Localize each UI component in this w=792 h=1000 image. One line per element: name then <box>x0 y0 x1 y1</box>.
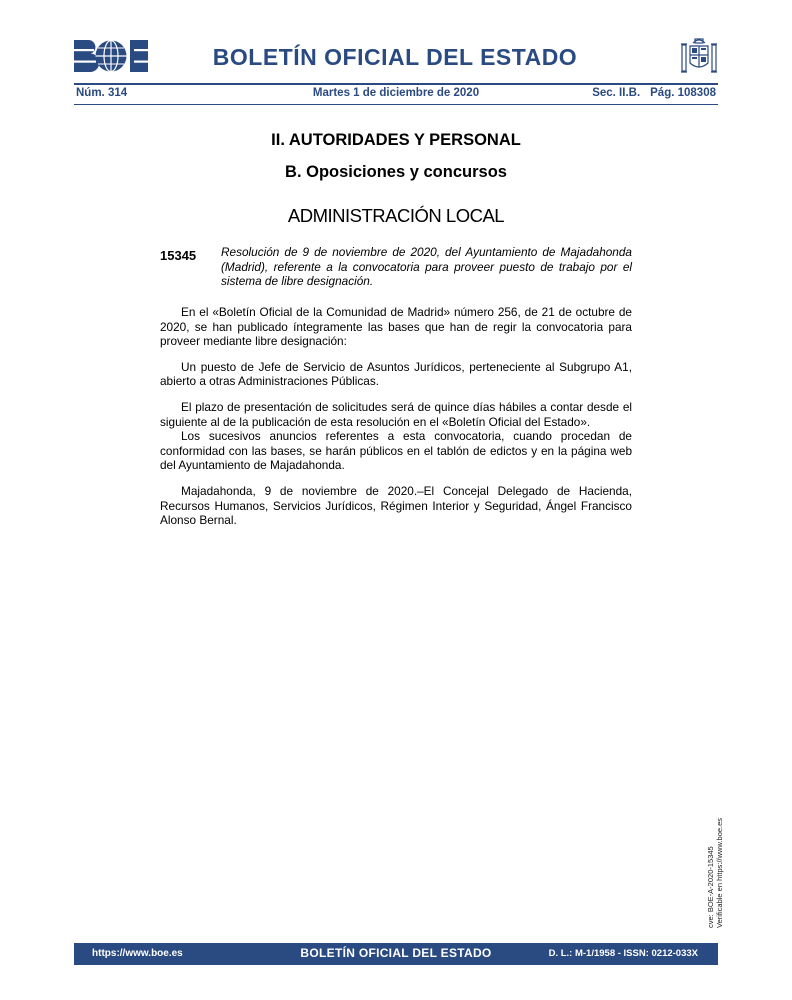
page-number: Pág. 108308 <box>650 87 716 99</box>
section-title: II. AUTORIDADES Y PERSONAL <box>271 131 521 149</box>
administration-heading: ADMINISTRACIÓN LOCAL <box>287 205 505 226</box>
paragraph-signature: Majadahonda, 9 de noviembre de 2020.–El Concejal Delegado de Hacienda, Recursos Humanos, Servicios Jurídicos, Régimen Interior y Seguridad, Ángel Francisco Alonso Bernal. <box>160 483 632 528</box>
coat-of-arms-icon <box>680 37 718 77</box>
paragraph-intro: En el «Boletín Oficial de la Comunidad de Madrid» número 256, de 21 de octubre de 2020, se han publicado íntegramente las bases que han de regir la convocatoria para proveer mediante libre designación: <box>160 305 632 349</box>
subsection-title: B. Oposiciones y concursos <box>285 163 507 181</box>
paragraph-position: Un puesto de Jefe de Servicio de Asuntos Jurídicos, perteneciente al Subgrupo A1, abierto a otras Administraciones Públicas. <box>160 359 632 389</box>
footer-bar <box>74 943 718 965</box>
cve-code: cve: BOE-A-2020-15345 <box>706 846 715 928</box>
footer-title: BOLETÍN OFICIAL DEL ESTADO <box>300 946 492 960</box>
masthead-title: BOLETÍN OFICIAL DEL ESTADO <box>212 44 578 70</box>
section-code: Sec. II.B. <box>592 87 641 99</box>
section-and-page <box>592 87 716 99</box>
footer-legal: D. L.: M-1/1958 - ISSN: 0212-033X <box>548 948 698 959</box>
verification-url[interactable]: Verificable en https://www.boe.es <box>715 817 724 928</box>
paragraph-deadline: El plazo de presentación de solicitudes será de quince días hábiles a contar desde el siguiente al de la publicación de esta resolución en el «Boletín Oficial del Estado». <box>160 399 632 429</box>
footer-url-link[interactable]: https://www.boe.es <box>92 948 183 959</box>
document-body <box>160 305 632 539</box>
issue-number: Núm. 314 <box>76 87 128 99</box>
header-rule <box>74 83 718 85</box>
meta-rule <box>74 104 718 105</box>
document-summary: Resolución de 9 de noviembre de 2020, del Ayuntamiento de Majadahonda (Madrid), referente a la convocatoria para proveer puesto de trabajo por el sistema de libre designación. <box>221 245 632 288</box>
verification-note <box>706 818 724 928</box>
boe-logo-icon <box>74 40 148 72</box>
paragraph-announcements: Los sucesivos anuncios referentes a esta convocatoria, cuando procedan de conformidad con las bases, se harán públicos en el tablón de edictos y en la página web del Ayuntamiento de Majadahonda. <box>160 429 632 473</box>
issue-date: Martes 1 de diciembre de 2020 <box>312 87 480 99</box>
document-number: 15345 <box>160 248 197 263</box>
